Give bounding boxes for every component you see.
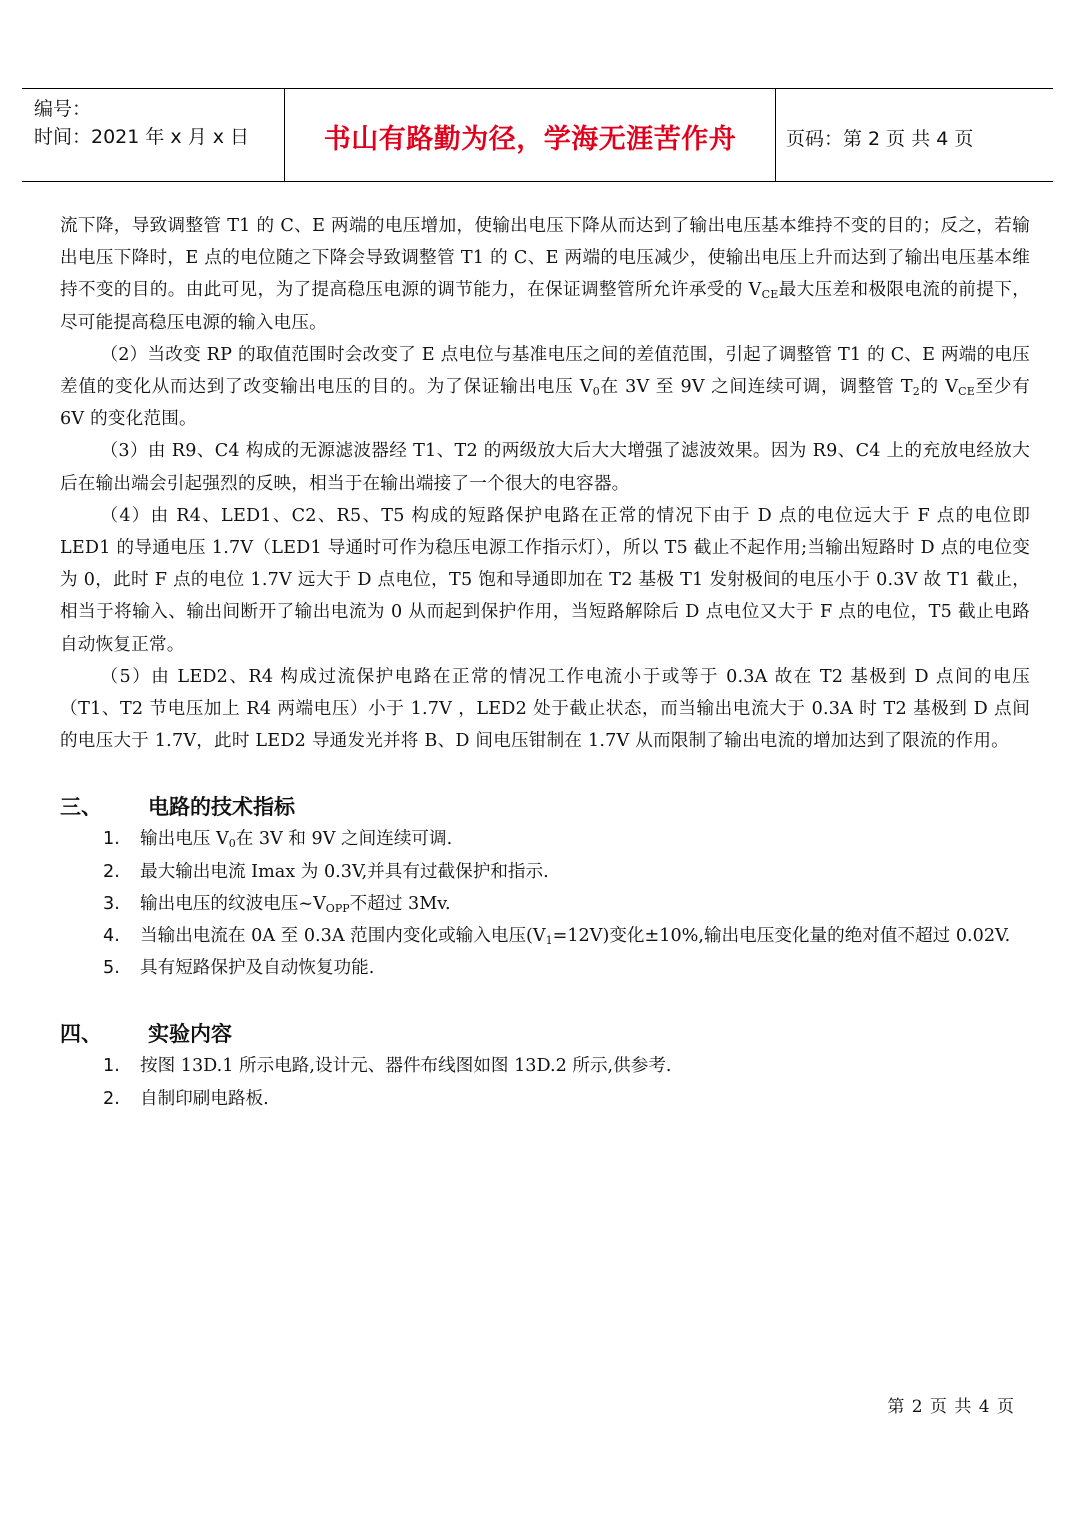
time-label: 时间：2021 年 x 月 x 日 bbox=[34, 126, 250, 148]
list-text: 输出电压 V bbox=[140, 829, 229, 850]
section-title: 实验内容 bbox=[148, 1022, 232, 1047]
paragraph-1-tail: 最大压差和极限电流的前提下，尽可能提高稳压电源的输入电压。 bbox=[60, 280, 1030, 333]
subscript: 1 bbox=[545, 934, 553, 948]
list-text: 最大输出电流 Imax 为 0.3V,并具有过截保护和指示. bbox=[140, 861, 549, 882]
paragraph-5: （5）由 LED2、R4 构成过流保护电路在正常的情况工作电流小于或等于 0.3A 故在 T2 基极到 D 点间的电压（T1、T2 节电压加上 R4 两端电压）小于 1.7V ，LED2 处于截止状态，而当输出电流大于 0.3A 时 T2 基极到 D 点间的电压大于 1.7V，此时 LED2 导通发光并将 B、D 间电压钳制在 1.7V 从而限制了输出电流的增加达到了限流的作用。 bbox=[60, 666, 1030, 752]
list-item bbox=[60, 920, 1030, 952]
list-text: 输出电压的纹波电压~V bbox=[140, 893, 326, 914]
experiment-list bbox=[60, 1050, 1030, 1114]
number-label: 编号： bbox=[34, 98, 92, 120]
subscript: OPP bbox=[325, 901, 350, 915]
section-heading-4 bbox=[60, 1018, 1030, 1050]
list-index: 5. bbox=[103, 958, 120, 979]
subscript: 0 bbox=[592, 385, 600, 399]
header-motto-cell bbox=[285, 89, 776, 181]
motto: 书山有路勤为径，学海无涯苦作舟 bbox=[323, 124, 737, 155]
list-text-tail: 在 3V 和 9V 之间连续可调. bbox=[235, 829, 453, 850]
subscript: CE bbox=[958, 385, 975, 399]
list-text-tail: 不超过 3Mv. bbox=[349, 893, 451, 914]
paragraph-1 bbox=[60, 210, 1030, 339]
list-item bbox=[60, 823, 1030, 855]
list-index: 4. bbox=[103, 926, 120, 947]
subscript: CE bbox=[761, 288, 779, 302]
section-heading-3 bbox=[60, 791, 1030, 823]
page-label: 页码：第 2 页 共 4 页 bbox=[786, 128, 974, 150]
list-item bbox=[60, 952, 1030, 984]
paragraph-4: （4）由 R4、LED1、C2、R5、T5 构成的短路保护电路在正常的情况下由于 D 点的电位远大于 F 点的电位即 LED1 的导通电压 1.7V（LED1 导通时可作为稳压电源工作指示灯），所以 T5 截止不起作用;当输出短路时 D 点的电位变为 0，此时 F 点的电位 1.7V 远大于 D 点电位，T5 饱和导通即加在 T2 基极 T1 发射极间的电压小于 0.3V 故 T1 截止，相当于将输入、输出间断开了输出电流为 0 从而起到保护作用，当短路解除后 D 点电位又大于 F 点的电位，T5 截止电路自动恢复正常。 bbox=[60, 505, 1030, 655]
list-item bbox=[60, 856, 1030, 888]
list-index: 1. bbox=[103, 1056, 120, 1077]
header-info-cell bbox=[22, 89, 285, 181]
list-index: 2. bbox=[103, 861, 120, 882]
list-item bbox=[60, 888, 1030, 920]
paragraph-2-text: （2）当改变 RP 的取值范围时会改变了 E 点电位与基准电压之间的差值范围，引起了调整管 T1 的 C、E 两端的电压差值的变化从而达到了改变输出电压的目的。为了保证输出电压 V bbox=[60, 344, 1030, 398]
page-header bbox=[22, 88, 1053, 182]
page-footer: 第 2 页 共 4 页 bbox=[887, 1397, 1015, 1417]
spec-list bbox=[60, 823, 1030, 984]
section-title: 电路的技术指标 bbox=[148, 795, 295, 820]
list-text: 自制印刷电路板. bbox=[140, 1088, 269, 1109]
paragraph-2 bbox=[60, 339, 1030, 436]
list-text: 按图 13D.1 所示电路,设计元、器件布线图如图 13D.2 所示,供参考. bbox=[140, 1056, 672, 1077]
section-number: 四、 bbox=[60, 1022, 102, 1047]
subscript: 0 bbox=[228, 837, 236, 851]
list-item bbox=[60, 1083, 1030, 1115]
header-page-cell bbox=[776, 89, 1053, 181]
list-text: 具有短路保护及自动恢复功能. bbox=[140, 958, 375, 979]
paragraph-2-tail: 至少有 6V 的变化范围。 bbox=[60, 377, 1031, 430]
list-text: 当输出电流在 0A 至 0.3A 范围内变化或输入电压(V bbox=[140, 926, 546, 947]
list-item bbox=[60, 1050, 1030, 1082]
list-index: 2. bbox=[103, 1088, 120, 1109]
paragraph-1-text: 流下降，导致调整管 T1 的 C、E 两端的电压增加，使输出电压下降从而达到了输出电压基本维持不变的目的；反之，若输出电压下降时，E 点的电位随之下降会导致调整管 T1 的 C、E 两端的电压减少，使输出电压上升而达到了输出电压基本维持不变的目的。由此可见，为了提高稳压电源的调节能力，在保证调整管所允许承受的 V bbox=[60, 216, 1030, 301]
document-body bbox=[60, 210, 1030, 1115]
paragraph-3: （3）由 R9、C4 构成的无源滤波器经 T1、T2 的两级放大后大大增强了滤波效果。因为 R9、C4 上的充放电经放大后在输出端会引起强烈的反映，相当于在输出端接了一个很大的电容器。 bbox=[60, 441, 1030, 494]
section-number: 三、 bbox=[60, 795, 102, 820]
paragraph-2-mid2: 的 V bbox=[919, 377, 959, 398]
list-index: 1. bbox=[103, 829, 120, 850]
list-text-tail: =12V)变化±10%,输出电压变化量的绝对值不超过 0.02V. bbox=[552, 926, 1011, 947]
list-index: 3. bbox=[103, 893, 120, 914]
paragraph-2-mid: 在 3V 至 9V 之间连续可调，调整管 T bbox=[599, 377, 913, 398]
subscript: 2 bbox=[912, 385, 920, 399]
